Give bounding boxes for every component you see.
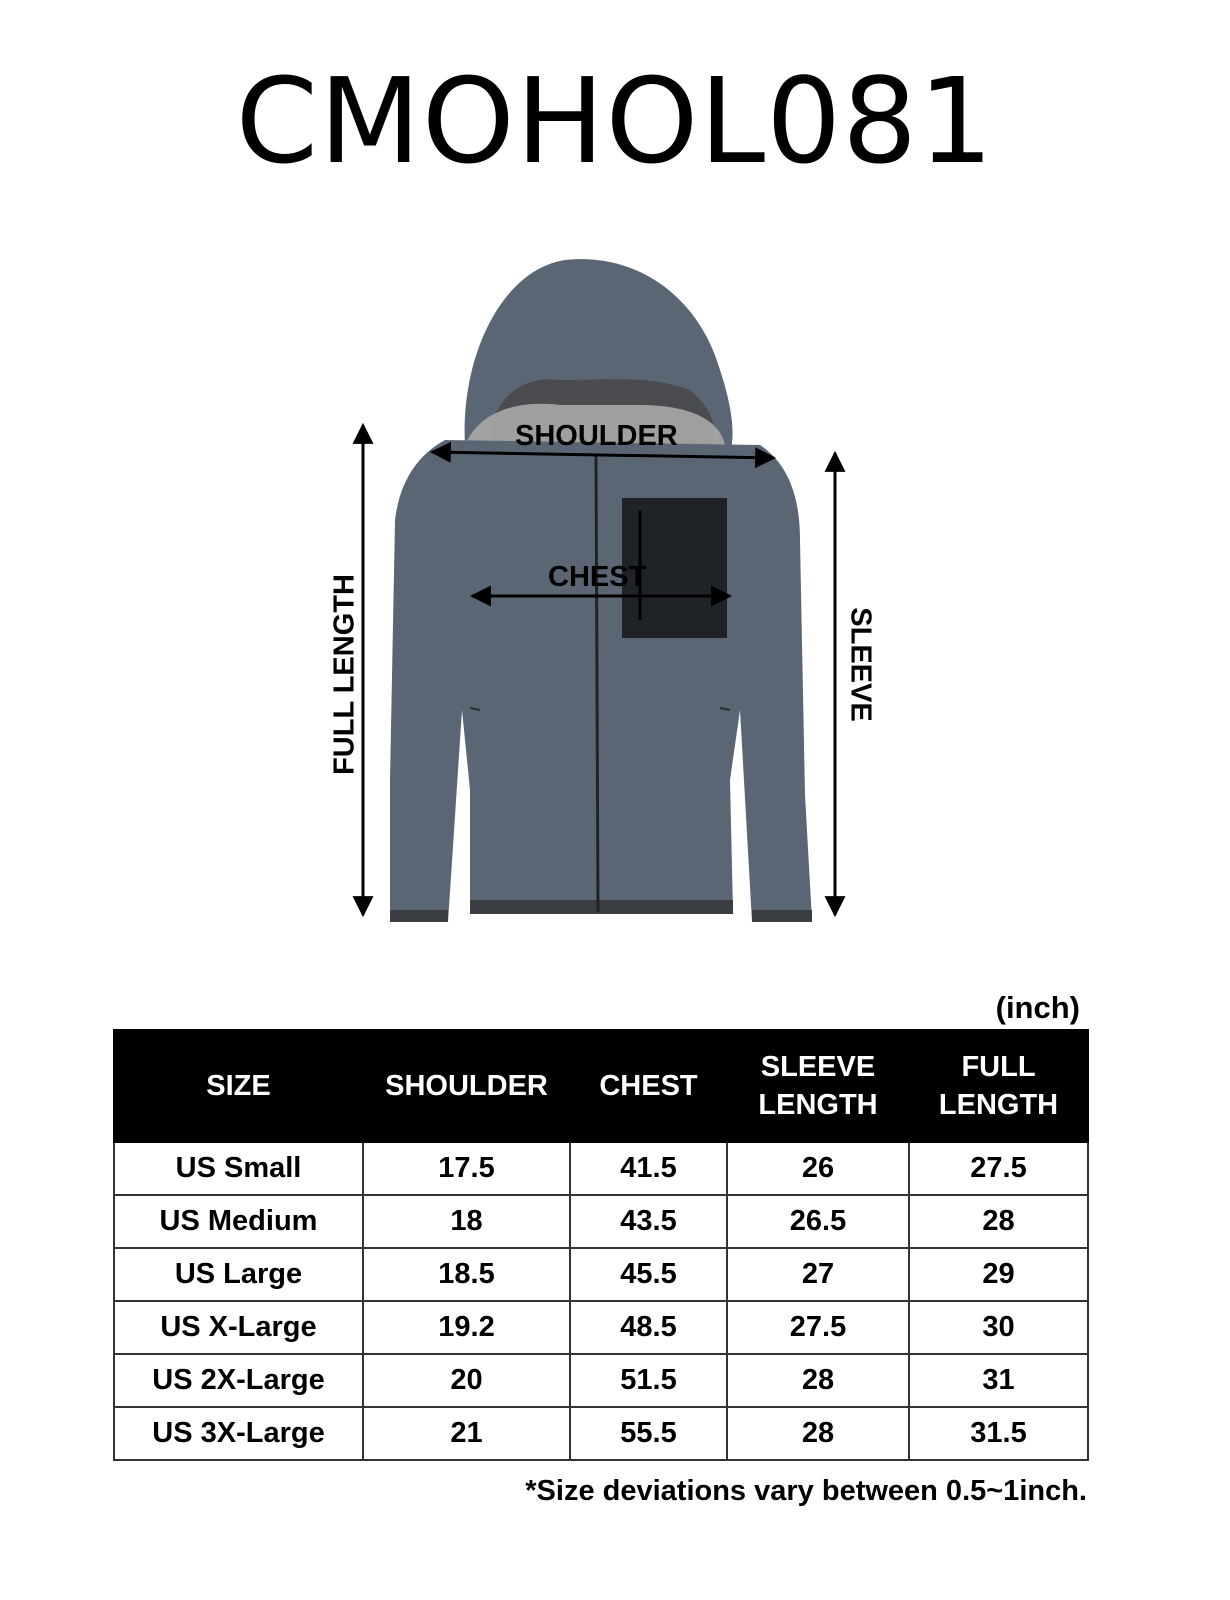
table-row bbox=[114, 1142, 1088, 1195]
product-code-title: CMOHOL081 bbox=[235, 52, 995, 190]
table-cell: 17.5 bbox=[363, 1142, 570, 1195]
table-row bbox=[114, 1301, 1088, 1354]
table-row bbox=[114, 1407, 1088, 1460]
table-row bbox=[114, 1248, 1088, 1301]
table-cell: 45.5 bbox=[570, 1248, 727, 1301]
table-cell: 51.5 bbox=[570, 1354, 727, 1407]
table-cell: US X-Large bbox=[114, 1301, 363, 1354]
table-cell: 20 bbox=[363, 1354, 570, 1407]
table-cell: 21 bbox=[363, 1407, 570, 1460]
shoulder-label: SHOULDER bbox=[515, 420, 678, 452]
table-cell: 55.5 bbox=[570, 1407, 727, 1460]
table-cell: 28 bbox=[727, 1407, 909, 1460]
table-row bbox=[114, 1195, 1088, 1248]
header-chest: CHEST bbox=[570, 1030, 727, 1142]
table-cell: 18.5 bbox=[363, 1248, 570, 1301]
table-cell: US Large bbox=[114, 1248, 363, 1301]
table-cell: 28 bbox=[909, 1195, 1088, 1248]
full-length-label: FULL LENGTH bbox=[328, 574, 361, 775]
header-full-length: FULL LENGTH bbox=[909, 1030, 1088, 1142]
table-cell: 31 bbox=[909, 1354, 1088, 1407]
table-cell: 19.2 bbox=[363, 1301, 570, 1354]
table-cell: 27.5 bbox=[909, 1142, 1088, 1195]
chest-label: CHEST bbox=[548, 561, 647, 593]
sleeve-label: SLEEVE bbox=[844, 607, 877, 722]
table-cell: 28 bbox=[727, 1354, 909, 1407]
table-cell: US 3X-Large bbox=[114, 1407, 363, 1460]
table-cell: 30 bbox=[909, 1301, 1088, 1354]
table-cell: 48.5 bbox=[570, 1301, 727, 1354]
table-cell: 41.5 bbox=[570, 1142, 727, 1195]
size-deviation-note: *Size deviations vary between 0.5~1inch. bbox=[525, 1475, 1087, 1507]
table-row bbox=[114, 1354, 1088, 1407]
measurement-diagram bbox=[0, 240, 1230, 960]
table-cell: 26.5 bbox=[727, 1195, 909, 1248]
table-cell: 27.5 bbox=[727, 1301, 909, 1354]
table-cell: 43.5 bbox=[570, 1195, 727, 1248]
table-cell: 26 bbox=[727, 1142, 909, 1195]
table-cell: US Small bbox=[114, 1142, 363, 1195]
header-shoulder: SHOULDER bbox=[363, 1030, 570, 1142]
header-sleeve-length: SLEEVE LENGTH bbox=[727, 1030, 909, 1142]
table-cell: 29 bbox=[909, 1248, 1088, 1301]
table-header-row bbox=[114, 1030, 1088, 1142]
unit-label: (inch) bbox=[995, 990, 1080, 1025]
table-cell: 31.5 bbox=[909, 1407, 1088, 1460]
jacket-illustration bbox=[0, 240, 1230, 960]
table-cell: 18 bbox=[363, 1195, 570, 1248]
header-size: SIZE bbox=[114, 1030, 363, 1142]
table-cell: US 2X-Large bbox=[114, 1354, 363, 1407]
table-cell: 27 bbox=[727, 1248, 909, 1301]
table-cell: US Medium bbox=[114, 1195, 363, 1248]
size-chart-table bbox=[113, 1029, 1089, 1461]
table-body bbox=[114, 1142, 1088, 1460]
